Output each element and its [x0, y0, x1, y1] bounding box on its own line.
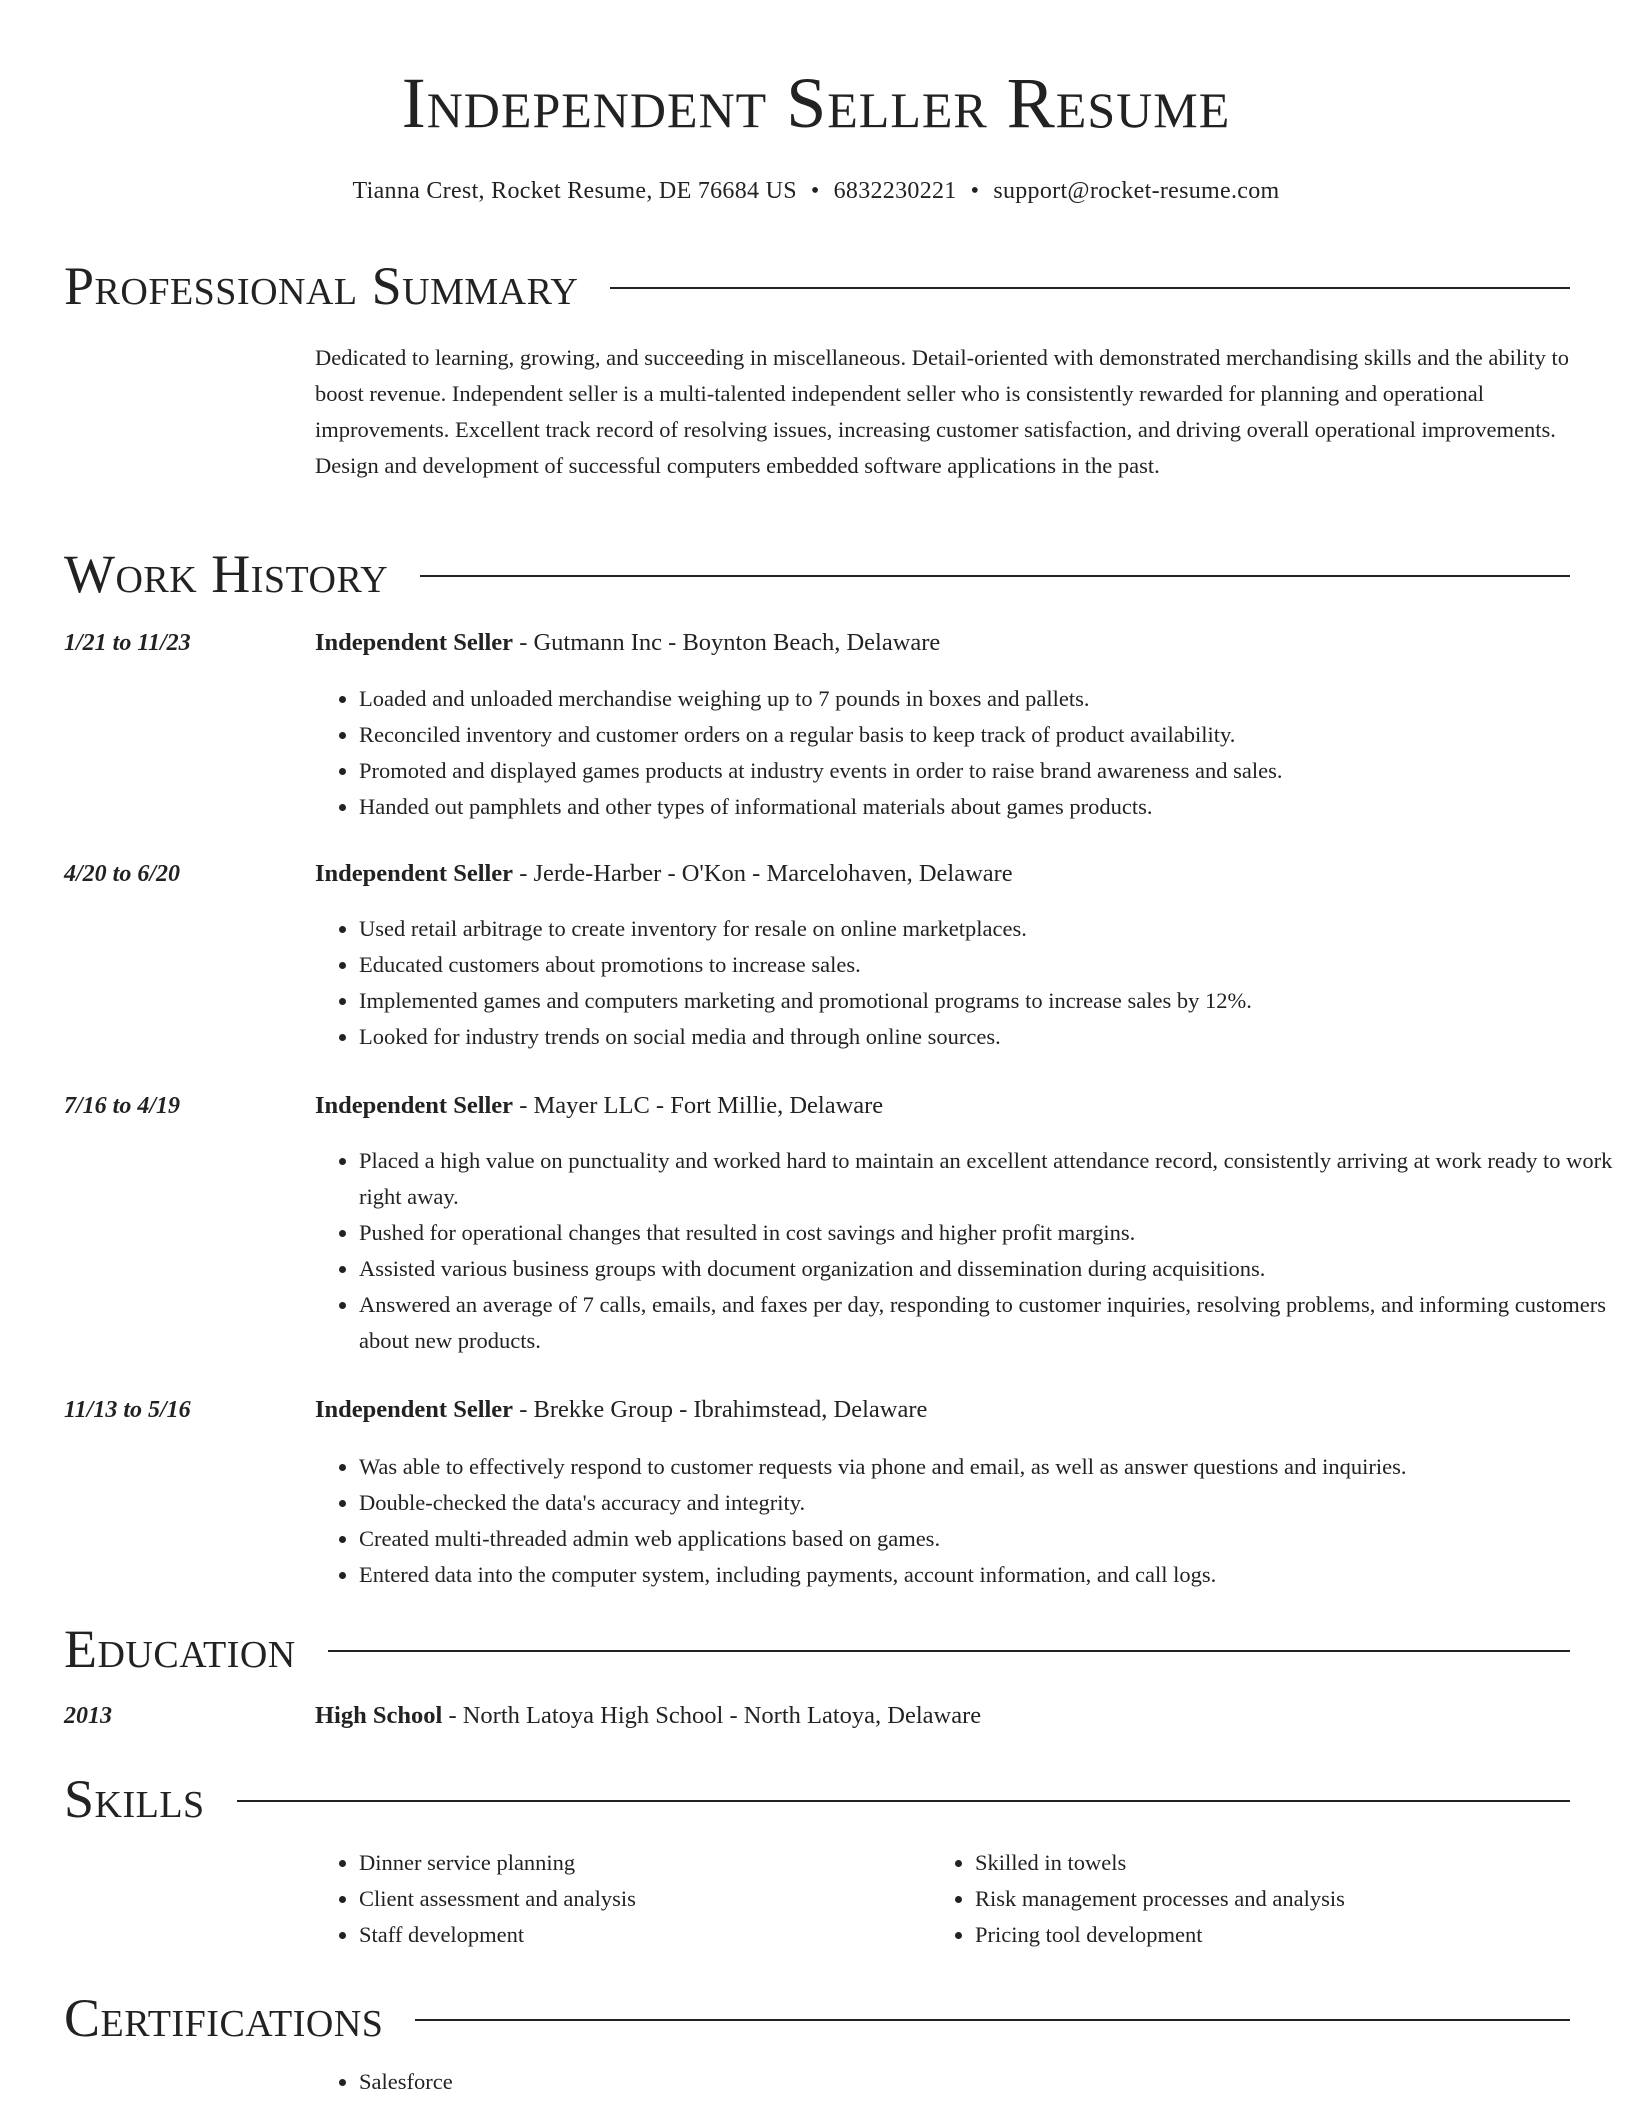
education-details: - North Latoya High School - North Latoya, Delaware — [442, 1702, 982, 1729]
contact-phone: 6832230221 — [833, 178, 957, 204]
job-dates: 11/13 to 5/16 — [64, 1397, 191, 1423]
job-details: - Mayer LLC - Fort Millie, Delaware — [513, 1092, 884, 1119]
list-item: • Looked for industry trends on social media and through online sources. — [359, 1019, 1615, 1055]
education-year: 2013 — [64, 1703, 112, 1729]
education-heading: Education — [64, 1619, 296, 1679]
job-details: - Jerde-Harber - O'Kon - Marcelohaven, Delaware — [513, 860, 1013, 887]
contact-separator: • — [810, 178, 820, 204]
skill-item: • Risk management processes and analysis — [975, 1881, 1535, 1917]
skill-item: • Skilled in towels — [975, 1845, 1535, 1881]
certifications-section-header — [64, 1986, 1570, 2050]
job-bullets — [315, 1143, 1615, 1359]
skill-item: • Staff development — [359, 1917, 919, 1953]
skills-list-right — [931, 1845, 1535, 1953]
list-item: • Assisted various business groups with document organization and dissemination during acquisitions. — [359, 1251, 1615, 1287]
job-dates: 4/20 to 6/20 — [64, 861, 181, 887]
work-section-header — [64, 542, 1570, 606]
list-item: • Educated customers about promotions to increase sales. — [359, 947, 1615, 983]
certification-item: • Salesforce — [359, 2064, 919, 2100]
job-bullets — [315, 911, 1615, 1055]
job-heading — [315, 1394, 1571, 1426]
work-heading: Work History — [64, 544, 389, 604]
job-dates: 7/16 to 4/19 — [64, 1093, 181, 1119]
contact-separator: • — [970, 178, 980, 204]
education-heading-line — [315, 1700, 1571, 1732]
section-divider — [415, 2019, 1570, 2021]
section-divider — [237, 1800, 1570, 1802]
job-details: - Gutmann Inc - Boynton Beach, Delaware — [513, 629, 941, 656]
list-item: • Pushed for operational changes that resulted in cost savings and higher profit margins. — [359, 1215, 1615, 1251]
job-role: Independent Seller — [315, 860, 514, 887]
skills-heading: Skills — [64, 1769, 205, 1829]
skill-item: • Client assessment and analysis — [359, 1881, 919, 1917]
job-role: Independent Seller — [315, 1396, 514, 1423]
list-item: • Was able to effectively respond to customer requests via phone and email, as well as answer questions and inquiries. — [359, 1449, 1615, 1485]
job-heading — [315, 627, 1571, 659]
job-bullets — [315, 681, 1615, 825]
contact-address: Tianna Crest, Rocket Resume, DE 76684 US — [352, 178, 797, 204]
list-item: • Used retail arbitrage to create inventory for resale on online marketplaces. — [359, 911, 1615, 947]
list-item: • Handed out pamphlets and other types of informational materials about games products. — [359, 789, 1615, 825]
job-role: Independent Seller — [315, 1092, 514, 1119]
section-divider — [420, 575, 1570, 577]
job-dates: 1/21 to 11/23 — [64, 630, 191, 656]
list-item: • Double-checked the data's accuracy and integrity. — [359, 1485, 1615, 1521]
section-divider — [610, 287, 1570, 289]
summary-heading: Professional Summary — [64, 256, 579, 316]
skill-item: • Pricing tool development — [975, 1917, 1535, 1953]
contact-line — [0, 175, 1632, 207]
certifications-list — [315, 2064, 919, 2100]
list-item: • Entered data into the computer system, including payments, account information, and call logs. — [359, 1557, 1615, 1593]
skills-list-left — [315, 1845, 919, 1953]
summary-section-header — [64, 254, 1570, 318]
job-role: Independent Seller — [315, 629, 514, 656]
section-divider — [328, 1650, 1570, 1652]
education-section-header — [64, 1617, 1570, 1681]
job-heading — [315, 1090, 1571, 1122]
summary-text: Dedicated to learning, growing, and succeeding in miscellaneous. Detail-oriented with demonstrated merchandising skills and the ability to boost revenue. Independent seller is a multi-talented independent seller who is consistently rewarded for planning and operational improvements. Excellent track record of resolving issues, increasing customer satisfaction, and driving overall operational improvements. Design and development of successful computers embedded software applications in the past. — [315, 345, 1570, 478]
list-item: • Placed a high value on punctuality and worked hard to maintain an excellent attendance record, consistently arriving at work ready to work right away. — [359, 1143, 1615, 1215]
certifications-heading: Certifications — [64, 1988, 384, 2048]
skill-item: • Dinner service planning — [359, 1845, 919, 1881]
education-degree: High School — [315, 1702, 443, 1729]
contact-email: support@rocket-resume.com — [993, 178, 1280, 204]
skills-section-header — [64, 1767, 1570, 1831]
resume-title: Independent Seller Resume — [401, 63, 1231, 143]
job-bullets — [315, 1449, 1615, 1593]
list-item: • Reconciled inventory and customer orders on a regular basis to keep track of product availability. — [359, 717, 1615, 753]
job-details: - Brekke Group - Ibrahimstead, Delaware — [513, 1396, 928, 1423]
list-item: • Created multi-threaded admin web applications based on games. — [359, 1521, 1615, 1557]
list-item: • Loaded and unloaded merchandise weighing up to 7 pounds in boxes and pallets. — [359, 681, 1615, 717]
list-item: • Promoted and displayed games products at industry events in order to raise brand awareness and sales. — [359, 753, 1615, 789]
list-item: • Implemented games and computers marketing and promotional programs to increase sales by 12%. — [359, 983, 1615, 1019]
job-heading — [315, 858, 1571, 890]
list-item: • Answered an average of 7 calls, emails, and faxes per day, responding to customer inquiries, resolving problems, and informing customers about new products. — [359, 1287, 1615, 1359]
